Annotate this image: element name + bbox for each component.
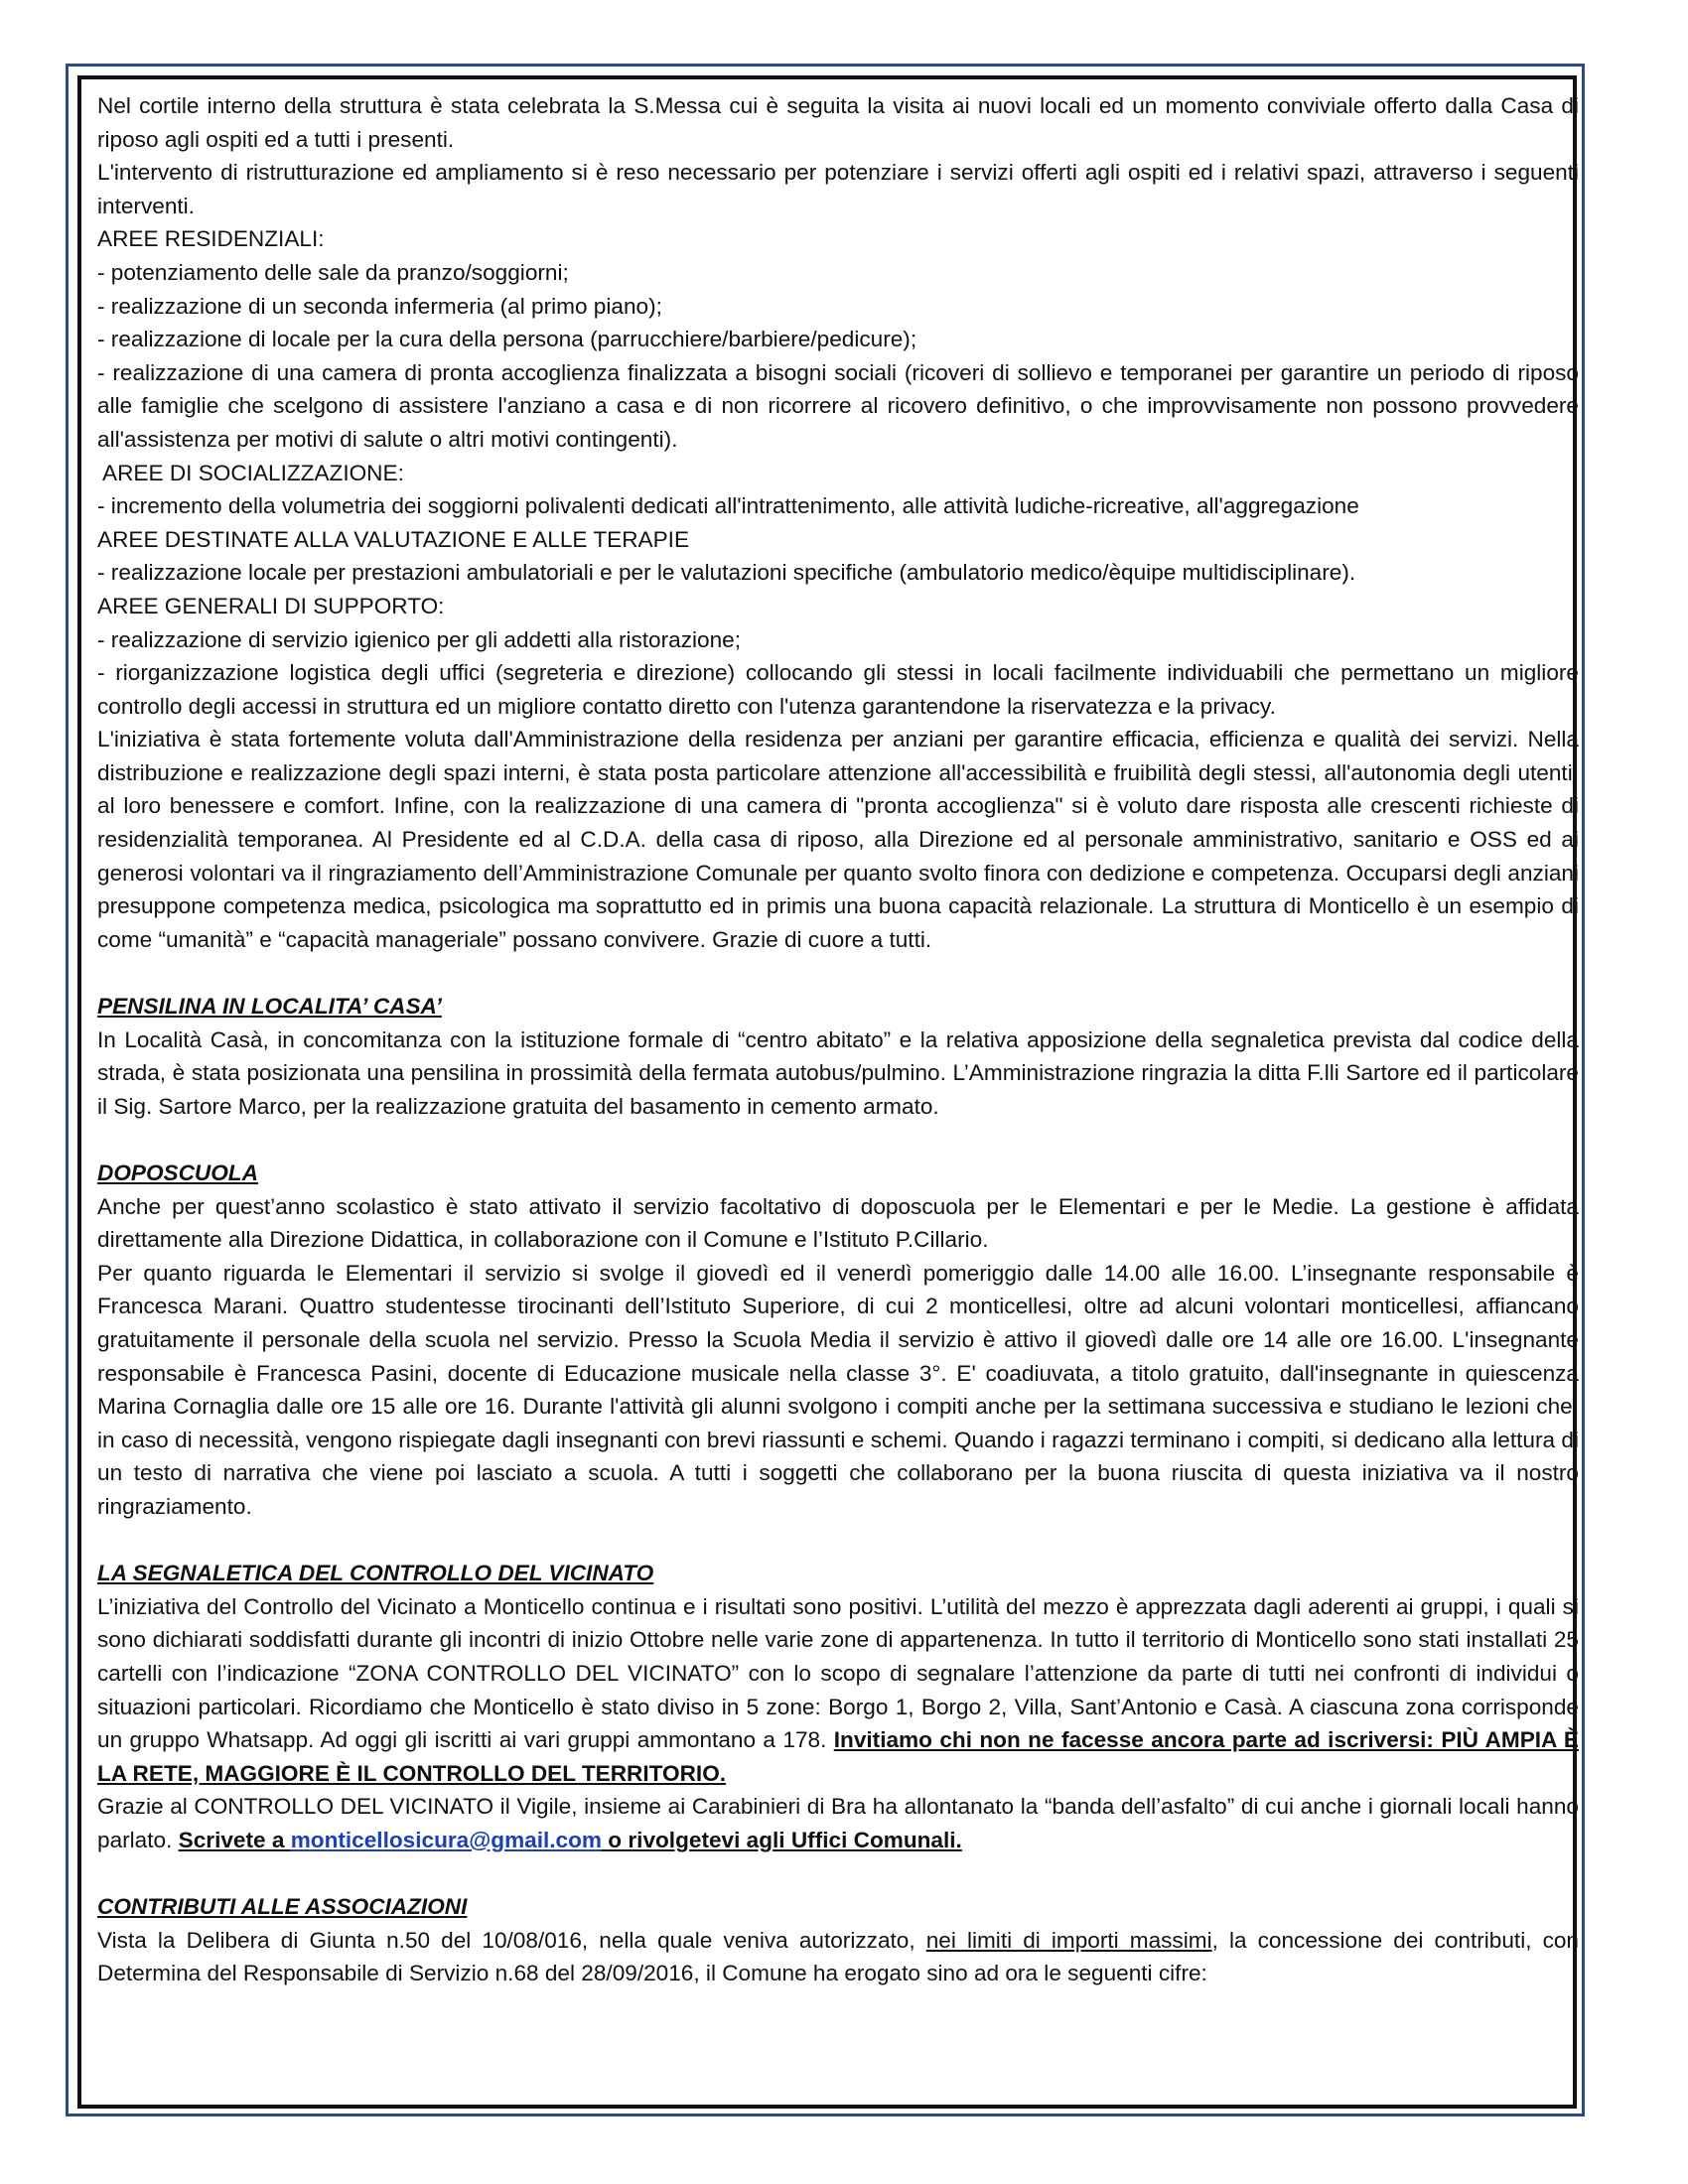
section-heading-vicinato: LA SEGNALETICA DEL CONTROLLO DEL VICINATO [97, 1561, 654, 1586]
list-item: - realizzazione di una camera di pronta accoglienza finalizzata a bisogni sociali (ricoveri di sollievo e temporanei per garantire un periodo di riposo alle famiglie che scelgono di assistere l'anziano a casa e di non ricorrere al ricovero definitivo, o che improvvisamente non possono provvedere all'assistenza per motivi di salute o altri motivi contingenti). [97, 359, 1579, 452]
contributi-underlined-text: nei limiti di importi massimi [925, 1927, 1212, 1953]
list-item: - incremento della volumetria dei soggiorni polivalenti dedicati all'intrattenimento, alle attività ludiche-ricreative, all'aggregazione [97, 493, 1359, 519]
areas-support-heading: AREE GENERALI DI SUPPORTO: [97, 593, 445, 618]
areas-residential-heading: AREE RESIDENZIALI: [97, 226, 325, 252]
vicinato-write-label: Scrivete a [178, 1827, 291, 1852]
vicinato-text: L’iniziativa del Controllo del Vicinato a Monticello continua e i risultati sono positivi. L’utilità del mezzo è apprezzata dagli aderenti ai gruppi, i quali si sono dichiarati soddisfatti durante gli incontri di inizio Ottobre nelle varie zone di appartenenza. In tutto il territorio di Monticello sono stati installati 25 cartelli con l’indicazione “ZONA CONTROLLO DEL VICINATO” con lo scopo di segnalare l’attenzione da parte di tutti nei confronti di individui o situazioni particolari. Ricordiamo che Monticello è stato diviso in 5 zone: Borgo 1, Borgo 2, Villa, Sant’Antonio e Casà. A ciascuna zona corrisponde un gruppo Whatsapp. Ad oggi gli iscritti ai vari gruppi ammontano a 178. [97, 1593, 1579, 1753]
pensilina-paragraph: In Località Casà, in concomitanza con la istituzione formale di “centro abitato” e la relativa apposizione della segnaletica prevista dal codice della strada, è stata posizionata una pensilina in prossimità della fermata autobus/pulmino. L’Amministrazione ringrazia la ditta F.lli Sartore ed il particolare il Sig. Sartore Marco, per la realizzazione gratuita del basamento in cemento armato. [97, 1026, 1579, 1119]
section-spacer [97, 1123, 1579, 1157]
list-item: - realizzazione di servizio igienico per gli addetti alla ristorazione; [97, 626, 742, 652]
vicinato-text: Grazie al CONTROLLO DEL VICINATO il Vigile, insieme ai Carabinieri di Bra ha allontanato la “banda dell’asfalto” di cui anche i giornali locali hanno parlato. [97, 1794, 1579, 1852]
section-heading-pensilina: PENSILINA IN LOCALITA’ CASA’ [97, 994, 442, 1020]
vicinato-paragraph-2 [97, 1790, 1579, 1856]
intro-paragraph-3: L'iniziativa è stata fortemente voluta dall'Amministrazione della residenza per anziani per garantire efficacia, efficienza e qualità dei servizi. Nella distribuzione e realizzazione degli spazi interni, è stata posta particolare attenzione all'accessibilità e fruibilità degli stessi, all'autonomia degli utenti, al loro benessere e comfort. Infine, con la realizzazione di una camera di "pronta accoglienza" si è voluto dare risposta alle crescenti richieste di residenzialità temporanea. Al Presidente ed al C.D.A. della casa di riposo, alla Direzione ed al personale amministrativo, sanitario e OSS ed ai generosi volontari va il ringraziamento dell’Amministrazione Comunale per quanto svolto finora con dedizione e competenza. Occuparsi degli anziani presuppone competenza medica, psicologica ma soprattutto ed in primis una buona capacità relazionale. La struttura di Monticello è un esempio di come “umanità” e “capacità manageriale” possano convivere. Grazie di cuore a tutti. [97, 727, 1579, 952]
areas-therapy-heading: AREE DESTINATE ALLA VALUTAZIONE E ALLE TERAPIE [97, 526, 690, 552]
section-heading-contributi: CONTRIBUTI ALLE ASSOCIAZIONI [97, 1894, 468, 1920]
list-item: - realizzazione locale per prestazioni ambulatoriali e per le valutazioni specifiche (ambulatorio medico/èquipe multidisciplinare). [97, 560, 1356, 586]
contributi-paragraph [97, 1924, 1579, 1990]
email-link[interactable]: monticellosicura@gmail.com [290, 1827, 603, 1852]
section-spacer [97, 1856, 1579, 1890]
vicinato-offices-label: o rivolgetevi agli Uffici Comunali. [602, 1827, 962, 1852]
contributi-text: Vista la Delibera di Giunta n.50 del 10/08/016, nella quale veniva autorizzato, [97, 1927, 926, 1953]
section-heading-doposcuola: DOPOSCUOLA [97, 1160, 258, 1185]
section-spacer [97, 1524, 1579, 1558]
list-item: - potenziamento delle sale da pranzo/soggiorni; [97, 259, 569, 285]
list-item: - realizzazione di un seconda infermeria (al primo piano); [97, 293, 662, 319]
document-body [97, 89, 1579, 1990]
section-spacer [97, 956, 1579, 990]
intro-paragraph-1: Nel cortile interno della struttura è stata celebrata la S.Messa cui è seguita la visita ai nuovi locali ed un momento conviviale offerto dalla Casa di riposo agli ospiti ed a tutti i presenti. [97, 93, 1579, 152]
intro-paragraph-2: L'intervento di ristrutturazione ed ampliamento si è reso necessario per potenziare i servizi offerti agli ospiti ed i relativi spazi, attraverso i seguenti interventi. [97, 160, 1579, 218]
vicinato-paragraph-1 [97, 1590, 1579, 1791]
doposcuola-paragraph-1: Anche per quest’anno scolastico è stato attivato il servizio facoltativo di doposcuola per le Elementari e per le Medie. La gestione è affidata direttamente alla Direzione Didattica, in collaborazione con il Comune e l’Istituto P.Cillario. [97, 1193, 1579, 1253]
doposcuola-paragraph-2: Per quanto riguarda le Elementari il servizio si svolge il giovedì ed il venerdì pomeriggio dalle 14.00 alle 16.00. L’insegnante responsabile è Francesca Marani. Quattro studentesse tirocinanti dell’Istituto Superiore, di cui 2 monticellesi, oltre ad alcuni volontari monticellesi, affiancano gratuitamente il personale della scuola nel servizio. Presso la Scuola Media il servizio è attivo il giovedì dalle ore 14 alle ore 16.00. L'insegnante responsabile è Francesca Pasini, docente di Educazione musicale nella classe 3°. E' coadiuvata, a titolo gratuito, dall'insegnante in quiescenza Marina Cornaglia dalle ore 15 alle ore 16. Durante l'attività gli alunni svolgono i compiti anche per la settimana successiva e studiano le lezioni che, in caso di necessità, vengono rispiegate dagli insegnanti con brevi riassunti e schemi. Quando i ragazzi terminano i compiti, si dedicano alla lettura di un testo di narrativa che viene poi lasciato a scuola. A tutti i soggetti che collaborano per la buona riuscita di questa iniziativa va il nostro ringraziamento. [97, 1260, 1579, 1519]
areas-social-heading: AREE DI SOCIALIZZAZIONE: [97, 460, 404, 485]
vicinato-call-to-action: Invitiamo chi non ne facesse ancora parte ad iscriversi: PIÙ AMPIA È LA RETE, MAGGIORE È IL CONTROLLO DEL TERRITORIO. [97, 1727, 1579, 1786]
contributi-text: , la concessione dei contributi, con Determina del Responsabile di Servizio n.68 del 28/09/2016, il Comune ha erogato sino ad ora le seguenti cifre: [97, 1927, 1579, 1986]
list-item: - riorganizzazione logistica degli uffici (segreteria e direzione) collocando gli stessi in locali facilmente individuabili che permettano un migliore controllo degli accessi in struttura ed un migliore contatto diretto con l'utenza garantendone la riservatezza e la privacy. [97, 660, 1579, 719]
list-item: - realizzazione di locale per la cura della persona (parrucchiere/barbiere/pedicure); [97, 327, 917, 352]
